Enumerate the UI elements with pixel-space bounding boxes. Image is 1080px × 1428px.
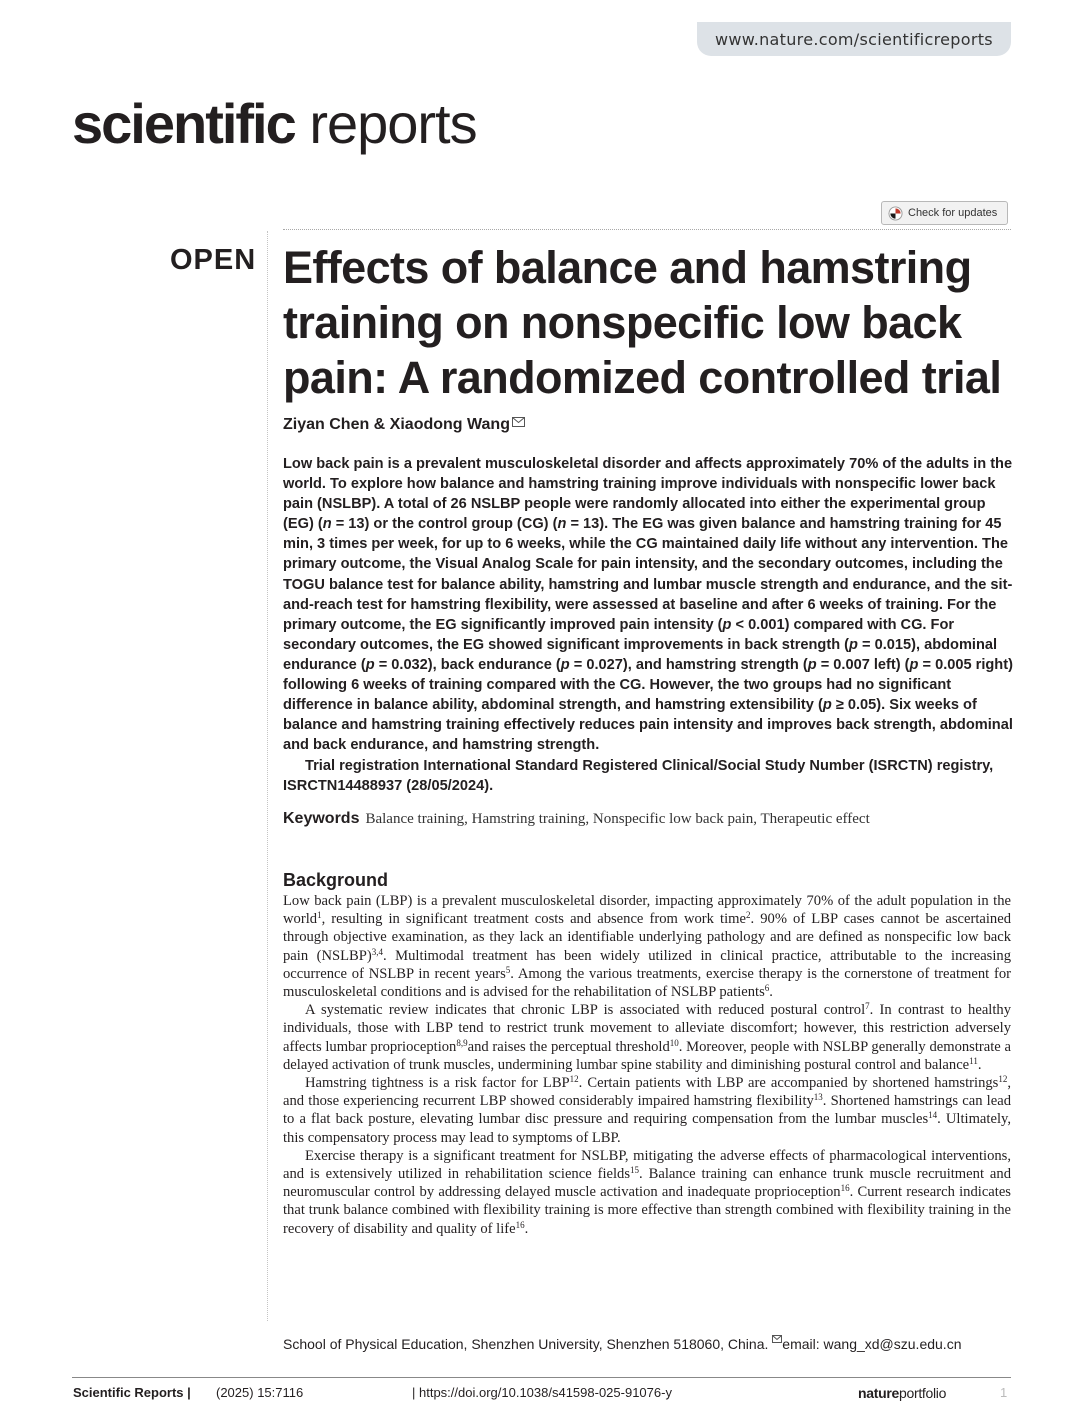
crossmark-icon — [888, 206, 903, 221]
logo-bold-text: scientific — [72, 92, 295, 155]
margin-divider — [267, 231, 268, 1321]
page-number: 1 — [1000, 1385, 1008, 1400]
logo-regular-text: reports — [294, 92, 477, 155]
footer-doi-link[interactable]: | https://doi.org/10.1038/s41598-025-91076-y — [412, 1385, 672, 1400]
envelope-icon[interactable] — [512, 417, 525, 427]
background-section — [283, 892, 1011, 1238]
keywords-text: Balance training, Hamstring training, Nonspecific low back pain, Therapeutic effect — [365, 811, 870, 827]
paragraph: Hamstring tightness is a risk factor for LBP$^{12}$. Certain patients with LBP are accompanied by shortened hamstrings$^{12}$, and those experiencing recurrent LBP showed considerably impaired hamstring flexibility$^{13}$. Shortened hamstrings can lead to a flat back posture, elevating lumbar disc pressure and requiring compensation from the lumbar muscles$^{14}$. Ultimately, this compensatory process may lead to symptoms of LBP. — [283, 1074, 1011, 1146]
paragraph: Low back pain (LBP) is a prevalent musculoskeletal disorder, impacting approximately 70% of the adult population in the world$^1$, resulting in significant treatment costs and absence from work time$^2$. 90% of LBP cases cannot be ascertained through objective examination, as they lack an identifiable underlying pathology and are defined as nonspecific low back pain (NSLBP)$^{3,4}$. Multimodal treatment has been widely utilized in clinical practice, attributable to the increasing occurrence of NSLBP in recent years$^5$. Among the various treatments, exercise therapy is the cornerstone of treatment for musculoskeletal conditions and is advised for the rehabilitation of NSLBP patients$^6$. — [283, 893, 1011, 1001]
open-access-label: OPEN — [170, 244, 257, 276]
footer-divider — [72, 1377, 1011, 1378]
keywords-label: Keywords — [283, 810, 360, 827]
envelope-icon — [772, 1335, 782, 1343]
nature-portfolio-logo: natureportfolio — [858, 1385, 947, 1401]
affiliation-text: School of Physical Education, Shenzhen University, Shenzhen 518060, China. — [283, 1336, 773, 1352]
paragraph: Exercise therapy is a significant treatment for NSLBP, mitigating the adverse effects of pharmacological interventions, and is extensively utilized in rehabilitation science fields$^{15}$. Balance training can enhance trunk muscle recruitment and neuromuscular control by addressing delayed muscle activation and inadequate proprioception$^{16}$. Current research indicates that trunk balance combined with flexibility training is more effective than strength combined with flexibility training in the recovery of disability and quality of life$^{16}$. — [283, 1147, 1011, 1237]
paragraph: A systematic review indicates that chronic LBP is associated with reduced postural control$^7$. In contrast to healthy individuals, those with LBP tend to restrict trunk movement to alleviate discomfort; however, this restriction adversely affects lumbar proprioception$^{8,9}$and raises the perceptual threshold$^{10}$. Moreover, people with NSLBP generally demonstrate a delayed activation of trunk muscles, undermining lumbar spine stability and diminishing postural control and balance$^{11}$. — [283, 1001, 1012, 1073]
journal-url[interactable]: www.nature.com/scientificreports — [715, 29, 993, 49]
journal-logo — [72, 92, 477, 156]
section-heading-background: Background — [283, 870, 389, 890]
affiliation — [283, 1335, 961, 1352]
email-link[interactable]: email: wang_xd@szu.edu.cn — [782, 1336, 962, 1352]
abstract: Low back pain is a prevalent musculoskeletal disorder and affects approximately 70% of the adults in the world. To explore how balance and hamstring training improve individuals with nonspecific lower back pain (NSLBP). A total of 26 NSLBP people were randomly allocated into either the experimental group (EG) (n = 13) or the control group (CG) (n = 13). The EG was given balance and hamstring training for 45 min, 3 times per week, for up to 6 weeks, while the CG maintained daily life without any intervention. The primary outcome, the Visual Analog Scale for pain intensity, and the secondary outcomes, including the TOGU balance test for balance ability, hamstring and lumbar muscle strength and endurance, and the sit-and-reach test for hamstring flexibility, were assessed at baseline and after 6 weeks of training. For the primary outcome, the EG significantly improved pain intensity (p < 0.001) compared with CG. For secondary outcomes, the EG showed significant improvements in back strength (p = 0.015), abdominal endurance (p = 0.032), back endurance (p = 0.027), and hamstring strength (p = 0.007 left) (p = 0.005 right) following 6 weeks of training compared with the CG. However, the two groups had no significant difference in balance ability, abdominal strength, and hamstring extensibility (p ≥ 0.05). Six weeks of balance and hamstring training effectively reduces pain intensity and improves back strength, abdominal and back endurance, and hamstring strength. — [283, 456, 1013, 754]
trial-registration: Trial registration International Standard Registered Clinical/Social Study Number (ISRCTN) registry, ISRCTN14488937 (28/05/2024). — [283, 758, 994, 795]
footer-journal: Scientific Reports | — [73, 1385, 191, 1400]
footer-citation: (2025) 15:7116 — [216, 1385, 304, 1400]
article-title: Effects of balance and hamstring training on nonspecific low back pain: A randomized controlled trial — [283, 242, 1002, 403]
author-list — [283, 416, 525, 434]
authors-text: Ziyan Chen & Xiaodong Wang — [283, 416, 510, 433]
check-for-updates-label: Check for updates — [908, 207, 998, 219]
check-for-updates-button[interactable] — [881, 201, 1008, 225]
journal-url-tab[interactable] — [697, 22, 1011, 56]
header-divider — [283, 229, 1011, 230]
keywords — [283, 810, 870, 828]
